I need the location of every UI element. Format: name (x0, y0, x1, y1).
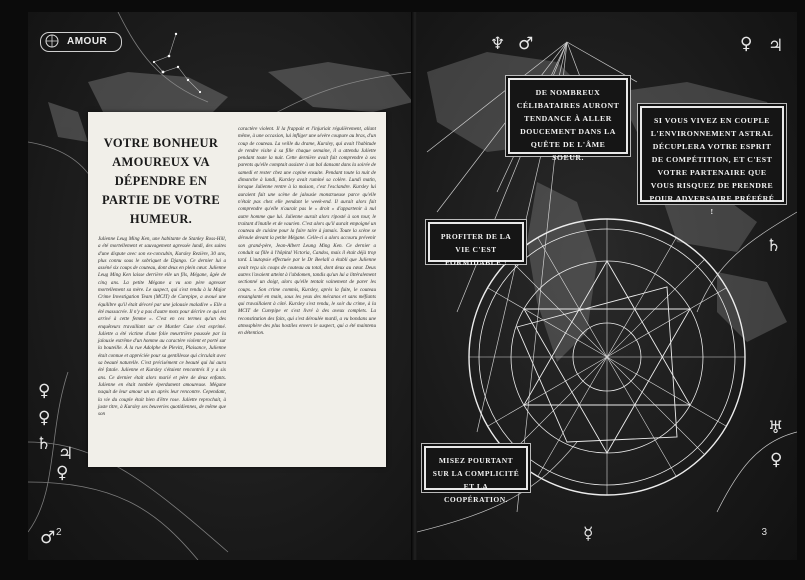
section-tab-label: AMOUR (67, 36, 108, 47)
jupiter-icon-right: ♃ (768, 36, 784, 56)
callout-couple: SI VOUS VIVEZ EN COUPLE L'ENVIRONNEMENT ASTRAL DÉCUPLERA VOTRE ESPRIT DE COMPÉTITION, ET C'EST VOTRE PARTENAIRE QUE VOUS RISQUEZ DE PRENDRE POUR ADVERSAIRE PRÉFÉRÉ ! (640, 106, 784, 202)
venus-icon-3: ♀ (56, 463, 69, 483)
page-number-left: 2 (56, 527, 62, 538)
venus-icon-right-bottom: ♀ (770, 450, 783, 470)
callout-profiter: PROFITER DE LA VIE C'EST FORMIDABLE ! (428, 222, 524, 262)
venus-icon-right: ♀ (740, 34, 753, 54)
article-column-right: caractère violent. Il la frappait et l'injuriait régulièrement, allant même, à une occasion, lui infliger une sévère coupure au bras, d'un coup de couteau. La veille du drame, Kursley, qui avait l'habitude de rendre visite à sa fille chaque semaine, il a attendu Juliette pendant toute la nuit. Cette dernière avait fait comprendre à ses parents qu'elle comptait assister à un bal dansant dans la soirée de samedi et rester chez une copine ensuite. Pendant toute la nuit de dimanche à lundi, Kursley avait ruminé sa colère. Lundi matin, lorsque Julienne rentre à la maison, c'est l'esclandre. Kursley lui auraient fait une scène de jalousie monstrueuse parce qu'elle n'était pas chez elle pendant le week-end. Il aurait alors fait comprendre qu'elle n'aurait pas le « droit » d'appartenir à nul autre homme que lui. Julienne aurait alors riposté à son tour, le traitant d'inutile et de vaurien. C'est alors qu'il aurait empoigné un couteau de cuisine pour la faire taire à jamais. Toute la scène se déroule devant la petite Mégane. Celle-ci a alors accouru prévenir son grand-père, Jean-Albert Leung Ming Ken. Ce dernier a conduit sa fille à l'hôpital Victoria, Candos, mais il était déjà trop tard. L'autopsie effectuée par le Dr Beelall a établi que Julienne avait reçu six coups de couteau au total, dont deux au cœur. Deux autres l'avaient atteint à l'abdomen, tandis qu'un lui a littéralement sectionné un doigt, alors qu'elle tentait vainement de parer les coups. « Son crime commis, Kursley, après la fuite, le couteau ensanglanté en main, sous les yeux des mécanos et sans méfiants qui travaillaient à côté. Kursley s'est rendu, le soir du crime, à la MCIT de Curepipe et s'est livré à des aveux complets. La reconstitution des faits, qui s'est déroulée mardi, a vu bondans une atmosphère des plus hostiles envers le suspect, qui a été maintenu en détention. (238, 126, 376, 337)
jupiter-icon: ♃ (58, 444, 74, 464)
mars-icon-right: ♂ (518, 34, 534, 54)
venus-icon-1: ♀ (38, 381, 51, 401)
mars-icon-bottom: ♂ (40, 528, 56, 548)
saturn-icon-right: ♄ (766, 236, 782, 256)
venus-icon-2: ♀ (38, 408, 51, 428)
callout-complicite: MISEZ POURTANT SUR LA COMPLICITÉ ET LA COOPÉRATION. (424, 446, 528, 490)
mercury-icon: ☿ (583, 524, 594, 544)
article-card (88, 112, 386, 467)
neptune-icon: ♆ (490, 34, 506, 54)
uranus-icon-right: ♅ (768, 418, 784, 438)
article-column-left: Julienne Leug Ming Ken, une habitante de Stanley Ross-Hill, a été mortellement et sauvagement agressée lundi, des suites d'une dispute avec son ex-concubin, Kursley Rezière, 30 ans, plus connu sous le sobriquet de Django. Ce dernier lui a asséné six coups de couteau, dont deux en plein cœur. Julienne Leug Ming Ken laisse derrière elle un fils, Mégane, âgée de cinq ans. La petite Mégane a vu son père agresser mortellement sa mère. Le suspect, qui s'est rendu à la Major Crime Investigation Team (MCIT) de Curepipe, a avoué une équilibre qu'il était dévoré par une jalousie maladive « Elle a été massacrée. Il n'y a pas d'autre mots pour décrire ce qui est arrivé à cette femme ». C'est en ces termes qu'un des enquêteurs travaillant sur ce Murder Case s'est exprimé. Juliette a été victime d'une folie meurtrière poussée par la jalousie extrême d'un homme au caractère violent et porté sur la bouteille. À la rue Adolphe de Plevitz, Plaisance, Julienne était connue et appréciée pour sa gentillesse qui circulait avec sa beauté naturelle. C'est précisément ce beauté qui lui aura été fatale. Julienne et Kursley s'étaient rencontrés il y a six ans. Ce dernier était alors marié et père de deux enfants. Julienne en était tombée éperdument amoureuse. Mégane naquit de leur amour un an après leur rencontre. Cependant, la vie du couple était bien d'être rose. Juliette reprochait, à juste titre, à Kursley ses beuveries quotidiennes, de même que son (98, 236, 226, 418)
globe-icon (44, 34, 60, 48)
saturn-icon: ♄ (36, 434, 52, 454)
callout-celibataires: DE NOMBREUX CÉLIBATAIRES AURONT TENDANCE À ALLER DOUCEMENT DANS LA QUÊTE DE L'ÂME SOEUR. (508, 78, 628, 154)
page-number-right: 3 (761, 527, 767, 538)
article-headline: VOTRE BONHEUR AMOUREUX VA DÉPENDRE EN PARTIE DE VOTRE HUMEUR. (102, 136, 220, 226)
